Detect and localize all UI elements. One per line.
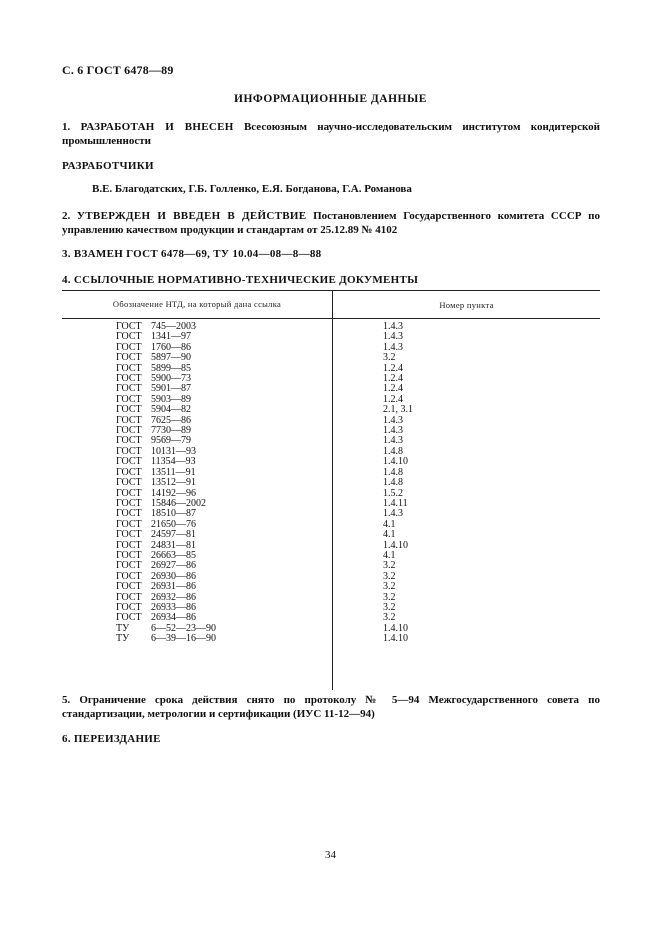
table-row-doc: [116, 447, 332, 457]
doc-number: 7625—86: [151, 414, 191, 426]
doc-prefix: ГОСТ: [116, 477, 142, 489]
doc-prefix: ГОСТ: [116, 518, 142, 530]
doc-prefix: ГОСТ: [116, 445, 142, 457]
table-row-item: 1.4.10: [383, 633, 408, 645]
table-row-item: 3.2: [383, 570, 396, 582]
page-title: ИНФОРМАЦИОННЫЕ ДАННЫЕ: [234, 93, 427, 105]
doc-number: 21650—76: [151, 518, 196, 530]
doc-number: 26932—86: [151, 591, 196, 603]
doc-prefix: ГОСТ: [116, 435, 142, 447]
table-row-doc: [116, 489, 332, 499]
table-row-doc: [116, 343, 332, 353]
doc-number: 26927—86: [151, 560, 196, 572]
doc-number: 9569—79: [151, 435, 191, 447]
doc-number: 14192—96: [151, 487, 196, 499]
doc-number: 5900—73: [151, 373, 191, 385]
table-row-item: 1.4.3: [383, 435, 403, 447]
doc-number: 13511—91: [151, 466, 196, 478]
table-row-doc: [116, 457, 332, 467]
doc-number: 10131—93: [151, 445, 196, 457]
table-row-doc: [116, 364, 332, 374]
section-2-key: УТВЕРЖДЕН И ВВЕДЕН В ДЕЙСТВИЕ: [76, 210, 307, 222]
doc-number: 5904—82: [151, 404, 191, 416]
section-2: [62, 209, 600, 237]
table-row-item: 3.2: [383, 612, 396, 624]
table-row-item: 1.4.3: [383, 414, 403, 426]
table-row-doc: [116, 572, 332, 582]
table-row-doc: [116, 405, 332, 415]
table-header-doc: Обозначение НТД, на который дана ссылка: [62, 291, 333, 318]
table-row-doc: [116, 634, 332, 644]
table-row-doc: [116, 478, 332, 488]
doc-number: 15846—2002: [151, 497, 206, 509]
doc-prefix: ГОСТ: [116, 549, 142, 561]
table-header: [62, 290, 600, 319]
section-1-number: 1.: [62, 121, 71, 133]
table-row-item: 4.1: [383, 549, 396, 561]
table-row-doc: [116, 426, 332, 436]
references-table: [62, 290, 600, 645]
doc-prefix: ГОСТ: [116, 373, 142, 385]
table-row-doc: [116, 624, 332, 634]
table-row-item: 1.4.8: [383, 477, 403, 489]
table-row-item: 1.4.10: [383, 456, 408, 468]
doc-prefix: ТУ: [116, 633, 130, 645]
table-row-item: 1.2.4: [383, 373, 403, 385]
table-row-doc: [116, 613, 332, 623]
doc-number: 24597—81: [151, 529, 196, 541]
page-header: С. 6 ГОСТ 6478—89: [62, 63, 174, 77]
table-row-item: 3.2: [383, 601, 396, 613]
doc-number: 1341—97: [151, 331, 191, 343]
doc-prefix: ГОСТ: [116, 497, 142, 509]
doc-number: 26931—86: [151, 581, 196, 593]
doc-number: 7730—89: [151, 425, 191, 437]
doc-number: 5901—87: [151, 383, 191, 395]
doc-number: 11354—93: [151, 456, 196, 468]
doc-number: 26930—86: [151, 570, 196, 582]
doc-prefix: ТУ: [116, 622, 130, 634]
table-row-doc: [116, 593, 332, 603]
doc-prefix: ГОСТ: [116, 362, 142, 374]
table-row-item: 2.1, 3.1: [383, 404, 413, 416]
doc-number: 26663—85: [151, 549, 196, 561]
table-row-item: 4.1: [383, 529, 396, 541]
table-row-item: 1.4.3: [383, 341, 403, 353]
doc-number: 5903—89: [151, 393, 191, 405]
table-row-item: 1.4.3: [383, 425, 403, 437]
table-row-item: 1.4.10: [383, 539, 408, 551]
doc-prefix: ГОСТ: [116, 321, 142, 332]
table-row-doc: [116, 530, 332, 540]
table-row-doc: [116, 395, 332, 405]
table-row-item: 1.4.10: [383, 622, 408, 634]
doc-prefix: ГОСТ: [116, 560, 142, 572]
page-number: 34: [325, 849, 336, 861]
doc-number: 26934—86: [151, 612, 196, 624]
doc-prefix: ГОСТ: [116, 539, 142, 551]
doc-number: 5899—85: [151, 362, 191, 374]
doc-prefix: ГОСТ: [116, 591, 142, 603]
table-row-doc: [116, 322, 332, 332]
doc-number: 6—39—16—90: [151, 633, 216, 645]
doc-number: 24831—81: [151, 539, 196, 551]
table-row-item: 3.2: [383, 352, 396, 364]
table-row-item: 4.1: [383, 518, 396, 530]
doc-prefix: ГОСТ: [116, 404, 142, 416]
table-row-doc: [116, 541, 332, 551]
doc-prefix: ГОСТ: [116, 425, 142, 437]
section-1: [62, 120, 600, 148]
developers-heading: РАЗРАБОТЧИКИ: [62, 160, 154, 172]
table-row-doc: [116, 353, 332, 363]
doc-prefix: ГОСТ: [116, 352, 142, 364]
table-row-item: 1.4.3: [383, 508, 403, 520]
doc-number: 1760—86: [151, 341, 191, 353]
doc-prefix: ГОСТ: [116, 383, 142, 395]
table-row-doc: [116, 436, 332, 446]
table-row-doc: [116, 384, 332, 394]
doc-number: 13512—91: [151, 477, 196, 489]
table-row-doc: [116, 509, 332, 519]
doc-prefix: ГОСТ: [116, 601, 142, 613]
doc-number: 18510—87: [151, 508, 196, 520]
table-column-divider: [332, 319, 333, 690]
doc-prefix: ГОСТ: [116, 570, 142, 582]
section-5: 5. Ограничение срока действия снято по протоколу № 5—94 Межгосударственного совета по стандартизации, метрологии и сертификации (ИУС 11-12—94): [62, 694, 600, 720]
section-1-text: Всесоюзным научно-исследовательским институтом кондитерской промышленности: [62, 121, 601, 147]
table-row-doc: [116, 416, 332, 426]
doc-number: 5897—90: [151, 352, 191, 364]
doc-prefix: ГОСТ: [116, 341, 142, 353]
table-item-column: [332, 322, 600, 645]
table-row-item: 1.2.4: [383, 393, 403, 405]
doc-prefix: ГОСТ: [116, 414, 142, 426]
table-row-item: 1.4.3: [383, 331, 403, 343]
doc-prefix: ГОСТ: [116, 508, 142, 520]
table-row-doc: [116, 374, 332, 384]
doc-number: 26933—86: [151, 601, 196, 613]
table-doc-column: [62, 322, 332, 645]
table-row-item: 1.4.11: [383, 497, 408, 509]
table-row-item: 1.5.2: [383, 487, 403, 499]
table-row-item: 3.2: [383, 591, 396, 603]
section-2-text: Постановлением Государственного комитета СССР по управлению качеством продукции и стандартам от 25.12.89 № 4102: [62, 210, 600, 236]
doc-prefix: ГОСТ: [116, 466, 142, 478]
doc-prefix: ГОСТ: [116, 331, 142, 343]
table-row-doc: [116, 561, 332, 571]
section-3: 3. ВЗАМЕН ГОСТ 6478—69, ТУ 10.04—08—8—88: [62, 248, 322, 260]
table-row-item: 1.4.8: [383, 466, 403, 478]
table-row-item: 1.2.4: [383, 383, 403, 395]
section-1-key: РАЗРАБОТАН И ВНЕСЕН: [80, 121, 234, 133]
table-row-doc: [116, 551, 332, 561]
table-header-item: Номер пункта: [439, 299, 494, 310]
doc-number: 6—52—23—90: [151, 622, 216, 634]
doc-prefix: ГОСТ: [116, 487, 142, 499]
table-row-doc: [116, 520, 332, 530]
table-row-doc: [116, 582, 332, 592]
doc-prefix: ГОСТ: [116, 612, 142, 624]
section-4: 4. ССЫЛОЧНЫЕ НОРМАТИВНО-ТЕХНИЧЕСКИЕ ДОКУМЕНТЫ: [62, 274, 419, 286]
developers-list: В.Е. Благодатских, Г.Б. Голленко, Е.Я. Богданова, Г.А. Романова: [92, 183, 412, 195]
doc-prefix: ГОСТ: [116, 529, 142, 541]
table-row-item: 1.4.3: [383, 321, 403, 332]
table-row-item: 3.2: [383, 560, 396, 572]
doc-prefix: ГОСТ: [116, 456, 142, 468]
table-row-doc: [116, 332, 332, 342]
table-row-doc: [116, 468, 332, 478]
table-row-doc: [116, 499, 332, 509]
table-row-item: 1.4.8: [383, 445, 403, 457]
section-6: 6. ПЕРЕИЗДАНИЕ: [62, 733, 161, 745]
section-2-number: 2.: [62, 210, 71, 222]
doc-number: 745—2003: [151, 321, 196, 332]
table-row-item: 1.2.4: [383, 362, 403, 374]
table-body: [62, 319, 600, 645]
doc-prefix: ГОСТ: [116, 393, 142, 405]
table-row-item: 3.2: [383, 581, 396, 593]
table-row-doc: [116, 603, 332, 613]
doc-prefix: ГОСТ: [116, 581, 142, 593]
